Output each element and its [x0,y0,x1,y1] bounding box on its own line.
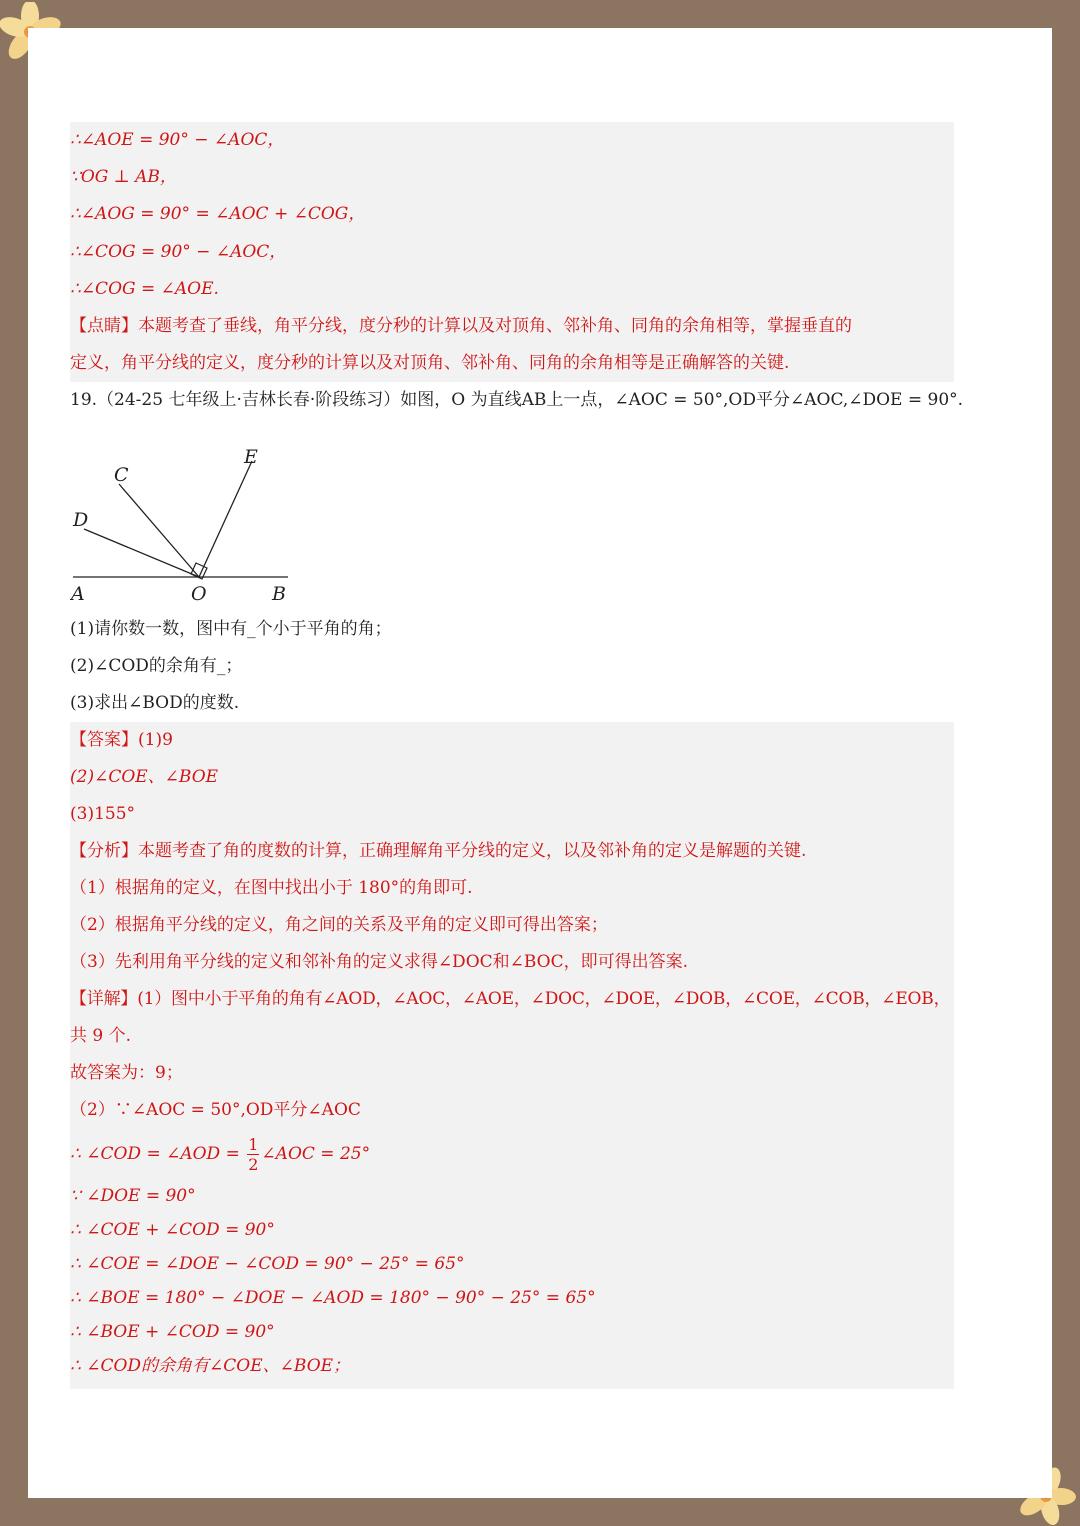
solution-line: ∵OG ⊥ AB， [70,167,177,188]
ray-oe [199,461,252,577]
solution-line: ∴∠AOG = 90° = ∠AOC + ∠COG， [70,204,366,225]
label-o: O [191,583,207,606]
question-part: (1)请你数一数，图中有_个小于平角的角； [70,619,392,640]
detail-line: ∴ ∠BOE = 180° − ∠DOE − ∠AOD = 180° − 90° − 25° = 65° [70,1288,596,1309]
ray-od [84,529,199,577]
solution-line: ∴∠COG = ∠AOE. [70,278,219,299]
detail-line: ∴ ∠COE + ∠COD = 90° [70,1220,275,1241]
detail-line: （2）∵∠AOC = 50°,OD平分∠AOC [70,1100,361,1121]
question-part: (2)∠COD的余角有_； [70,656,243,677]
detail-line: ∵ ∠DOE = 90° [70,1186,196,1207]
geometry-figure [70,419,954,611]
solution-line: ∴∠COG = 90° − ∠AOC， [70,241,287,262]
solution-line: ∴∠AOE = 90° − ∠AOC， [70,130,285,150]
fraction-numerator: 1 [248,1134,259,1154]
question-stem: 19.（24-25 七年级上·吉林长春·阶段练习）如图，O 为直线AB上一点，∠AOC = 50°,OD平分∠AOC,∠DOE = 90°. [70,390,964,411]
label-c: C [114,464,129,487]
label-b: B [272,583,286,606]
label-a: A [71,583,85,606]
detail-line: ∴ ∠COE = ∠DOE − ∠COD = 90° − 25° = 65° [70,1254,465,1275]
answer-line: 【答案】(1)9 [70,730,173,751]
answer-box [70,722,954,1389]
comment-line: 【点睛】本题考查了垂线，角平分线，度分秒的计算以及对顶角、邻补角、同角的余角相等，掌握垂直的 [70,315,852,336]
analysis-line: （3）先利用角平分线的定义和邻补角的定义求得∠DOC和∠BOC，即可得出答案. [70,952,689,973]
label-d: D [73,509,89,532]
analysis-line: （1）根据角的定义，在图中找出小于 180°的角即可. [70,878,473,899]
fraction-denominator: 2 [248,1154,259,1174]
label-e: E [244,446,258,469]
detail-line: ∴ ∠BOE + ∠COD = 90° [70,1322,275,1343]
detail-line: 【详解】(1）图中小于平角的角有∠AOD，∠AOC，∠AOE，∠DOC，∠DOE，∠DOB，∠COE，∠COB，∠EOB， [70,989,951,1010]
analysis-line: 【分析】本题考查了角的度数的计算，正确理解角平分线的定义，以及邻补角的定义是解题的关键. [70,841,807,862]
answer-line: (2)∠COE、∠BOE [70,767,219,788]
fraction [247,1134,259,1174]
detail-line: ∴ ∠COD的余角有∠COE、∠BOE； [70,1356,351,1377]
document-content [70,100,964,1389]
comment-line: 定义，角平分线的定义，度分秒的计算以及对顶角、邻补角、同角的余角相等是正确解答的关键. [70,353,790,374]
fraction-line-before: ∴ ∠COD = ∠AOD = [70,1144,246,1165]
ray-oc [119,484,199,577]
analysis-line: （2）根据角平分线的定义，角之间的关系及平角的定义即可得出答案； [70,915,608,936]
fraction-line [70,1129,954,1179]
detail-line: 共 9 个. [70,1026,132,1047]
detail-line: 故答案为：9； [70,1063,183,1084]
angle-diagram [70,419,310,611]
question-part: (3)求出∠BOD的度数. [70,693,240,714]
answer-line: (3)155° [70,804,136,825]
solution-box-top [70,122,954,382]
fraction-line-after: ∠AOC = 25° [261,1144,371,1165]
